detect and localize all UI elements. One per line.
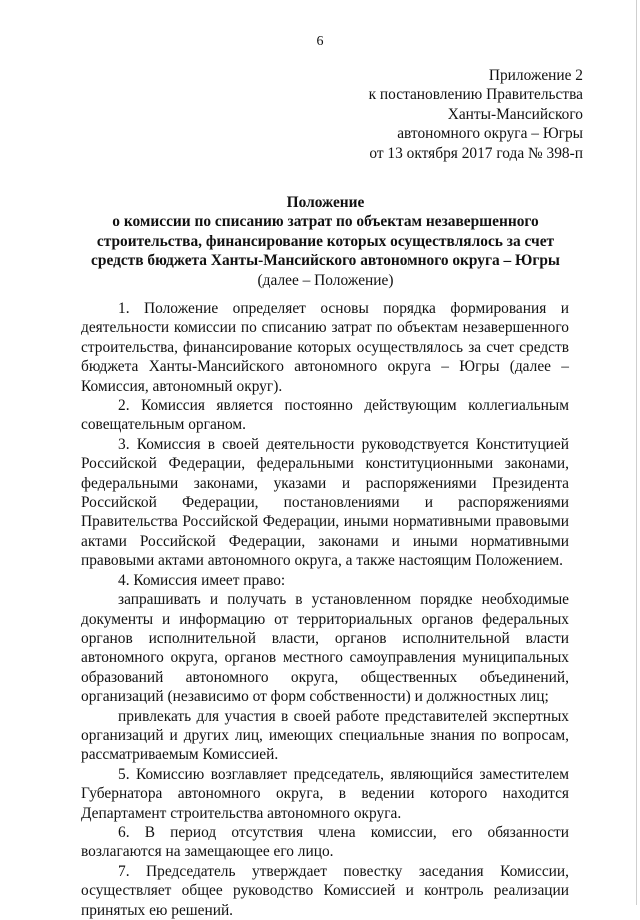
paragraph-7: 7. Председатель утверждает повестку заседания Комиссии, осуществляет общее руководство Комиссией и контроль реализации принятых ею решений. [81,862,569,919]
appendix-header [369,66,583,163]
document-body [81,299,569,920]
title-line: строительства, финансирование которых осуществлялось за счет [96,232,555,250]
title-line: средств бюджета Ханты-Мансийского автономного округа – Югры [91,252,560,270]
page-edge-line [636,0,637,905]
title-heading: Положение [286,194,365,211]
title-note: (далее – Положение) [257,271,394,289]
appendix-line: автономного округа – Югры [397,125,583,143]
appendix-line: от 13 октября 2017 года № 398-п [369,144,583,162]
paragraph-3: 3. Комиссия в своей деятельности руководствуется Конституцией Российской Федерации, федеральными конституционными законами, федеральными законами, указами и распоряжениями Президента Российской Федерации, постановлениями и распоряжениями Правительства Российской Федерации, иными нормативными правовыми актами Российской Федерации, законами и иными нормативными правовыми актами автономного округа, а также настоящим Положением. [81,435,569,570]
paragraph-5: 5. Комиссию возглавляет председатель, являющийся заместителем Губернатора автономного округа, в ведении которого находится Департамент строительства автономного округа. [81,765,569,822]
page-number: 6 [316,34,324,49]
paragraph-6: 6. В период отсутствия члена комиссии, его обязанности возлагаются на замещающее его лицо. [81,823,569,861]
paragraph-2: 2. Комиссия является постоянно действующим коллегиальным совещательным органом. [81,397,569,434]
appendix-line: к постановлению Правительства [368,86,583,104]
document-title [72,193,579,290]
paragraph-4-item-1: запрашивать и получать в установленном порядке необходимые документы и информацию от территориальных органов федеральных органов исполнительной власти, органов исполнительной власти автономного округа, органов местного самоуправления муниципальных образований автономного округа, общественных объединений, организаций (независимо от форм собственности) и должностных лиц; [81,591,569,706]
title-line: о комиссии по списанию затрат по объектам незавершенного [112,213,539,231]
paragraph-4: 4. Комиссия имеет право: [118,571,286,589]
paragraph-1: 1. Положение определяет основы порядка формирования и деятельности комиссии по списанию затрат по объектам незавершенного строительства, финансирование которых осуществлялось за счет средств бюджета Ханты-Мансийского автономного округа – Югры (далее – Комиссия, автономный округ). [81,300,569,395]
appendix-line: Ханты-Мансийского [447,105,583,123]
paragraph-4-item-2: привлекать для участия в своей работе представителей экспертных организаций и других лиц, имеющих специальные знания по вопросам, рассматриваемым Комиссией. [81,707,569,764]
appendix-line: Приложение 2 [488,67,583,84]
